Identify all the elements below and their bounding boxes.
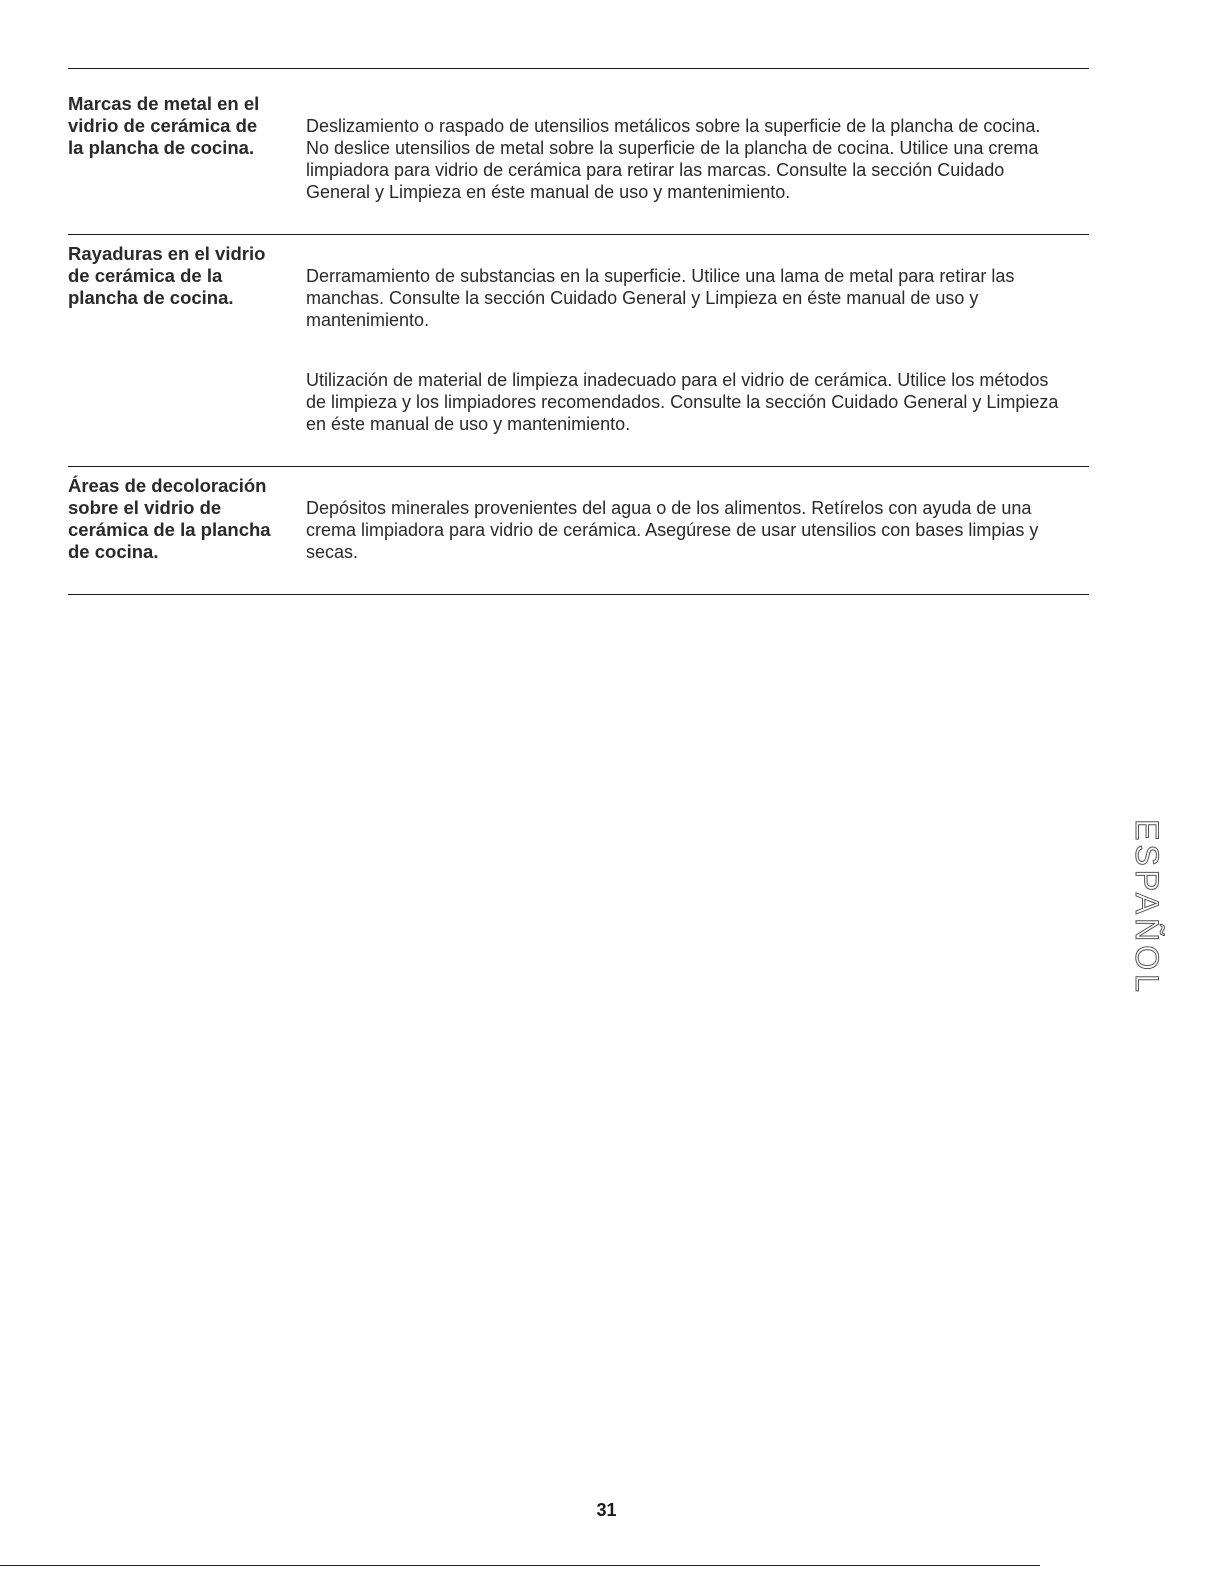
language-side-tab	[1128, 818, 1165, 996]
cause-paragraph: Deslizamiento o raspado de utensilios metálicos sobre la superficie de la plancha de cocina. No deslice utensilios de metal sobre la superficie de la plancha de cocina. Utilice una crema limpiadora para vidrio de cerámica para retirar las marcas. Consulte la sección Cuidado General y Limpieza en éste manual de uso y mantenimiento.	[306, 116, 1041, 202]
table-bottom-rule	[68, 594, 1089, 595]
cause-paragraph: Depósitos minerales provenientes del agua o de los alimentos. Retírelos con ayuda de una crema limpiadora para vidrio de cerámica. Asegúrese de usar utensilios con bases limpias y secas.	[306, 498, 1039, 562]
problem-label: Marcas de metal en el vidrio de cerámica de la plancha de cocina.	[68, 93, 260, 158]
cause-paragraph: Derramamiento de substancias en la superficie. Utilice una lama de metal para retirar las manchas. Consulte la sección Cuidado General y Limpieza en éste manual de uso y mantenimiento.	[306, 266, 1015, 330]
troubleshooting-table	[68, 68, 1089, 595]
cause-solution-cell	[306, 93, 1089, 225]
table-row	[68, 235, 1089, 466]
problem-label: Rayaduras en el vidrio de cerámica de la plancha de cocina.	[68, 243, 266, 308]
language-label: ESPAÑOL	[1128, 818, 1165, 996]
problem-label: Áreas de decoloración sobre el vidrio de cerámica de la plancha de cocina.	[68, 475, 271, 562]
table-row	[68, 467, 1089, 594]
cause-solution-cell	[306, 243, 1089, 457]
footer-rule	[0, 1565, 1040, 1566]
page-number: 31	[596, 1500, 617, 1520]
cause-solution-cell	[306, 475, 1089, 585]
cause-paragraph: Utilización de material de limpieza inadecuado para el vidrio de cerámica. Utilice los métodos de limpieza y los limpiadores recomendados. Consulte la sección Cuidado General y Limpieza en éste manual de uso y mantenimiento.	[306, 370, 1059, 434]
table-row	[68, 69, 1089, 234]
